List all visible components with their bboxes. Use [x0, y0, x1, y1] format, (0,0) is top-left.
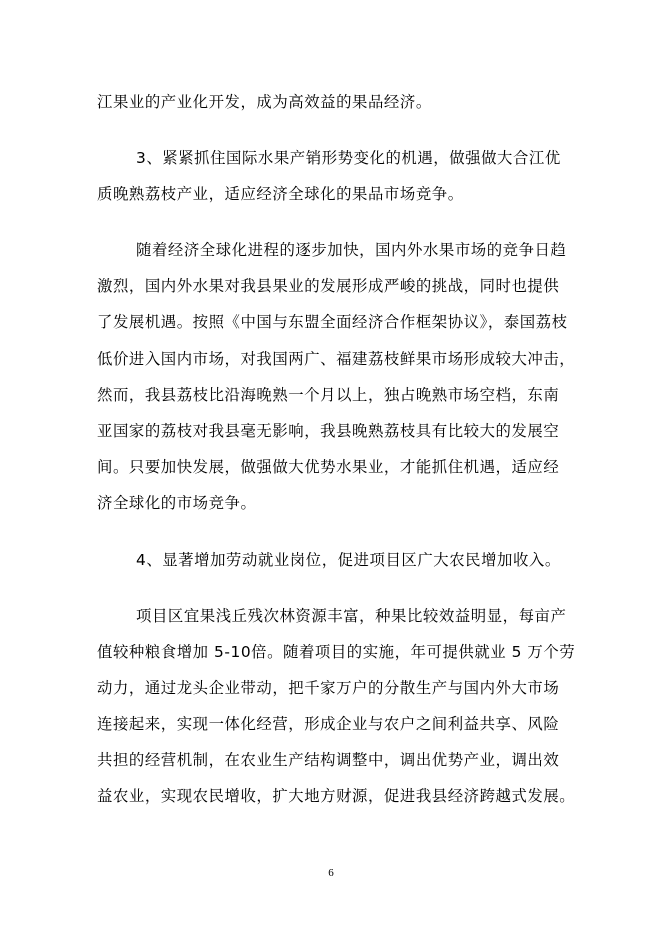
text-line: 然而，我县荔枝比沿海晚熟一个月以上，独占晚熟市场空档，东南 — [97, 386, 560, 404]
heading-item-3: 3、紧紧抓住国际水果产销形势变化的机遇，做强做大合江优 — [136, 149, 561, 167]
text-line: 激烈，国内外水果对我县果业的发展形成严峻的挑战，同时也提供 — [97, 277, 560, 295]
text-line: 共担的经营机制，在农业生产结构调整中，调出优势产业，调出效 — [97, 751, 560, 769]
text-line: 连接起来，实现一体化经营，形成企业与农户之间利益共享、风险 — [97, 715, 560, 733]
paragraph-start: 随着经济全球化进程的逐步加快，国内外水果市场的竞争日趋 — [136, 241, 567, 259]
text-line: 质晚熟荔枝产业，适应经济全球化的果品市场竞争。 — [97, 185, 464, 203]
text-line: 济全球化的市场竞争。 — [97, 494, 257, 512]
text-line: 了发展机遇。按照《中国与东盟全面经济合作框架协议》，泰国荔枝 — [97, 313, 568, 331]
paragraph-start: 项目区宜果浅丘残次林资源丰富，种果比较效益明显，每亩产 — [136, 607, 567, 625]
text-line: 江果业的产业化开发，成为高效益的果品经济。 — [97, 93, 432, 111]
text-line: 间。只要加快发展，做强做大优势水果业，才能抓住机遇，适应经 — [97, 458, 560, 476]
page-number: 6 — [328, 867, 334, 879]
text-line: 低价进入国内市场，对我国两广、福建荔枝鲜果市场形成较大冲击， — [97, 350, 576, 368]
heading-item-4: 4、显著增加劳动就业岗位，促进项目区广大农民增加收入。 — [136, 551, 561, 569]
text-line: 亚国家的荔枝对我县毫无影响，我县晚熟荔枝具有比较大的发展空 — [97, 422, 560, 440]
text-line: 值较种粮食增加 5-10倍。随着项目的实施，年可提供就业 5 万个劳 — [97, 643, 576, 661]
text-line: 益农业，实现农民增收，扩大地方财源，促进我县经济跨越式发展。 — [97, 787, 576, 805]
text-line: 动力，通过龙头企业带动，把千家万户的分散生产与国内外大市场 — [97, 679, 560, 697]
